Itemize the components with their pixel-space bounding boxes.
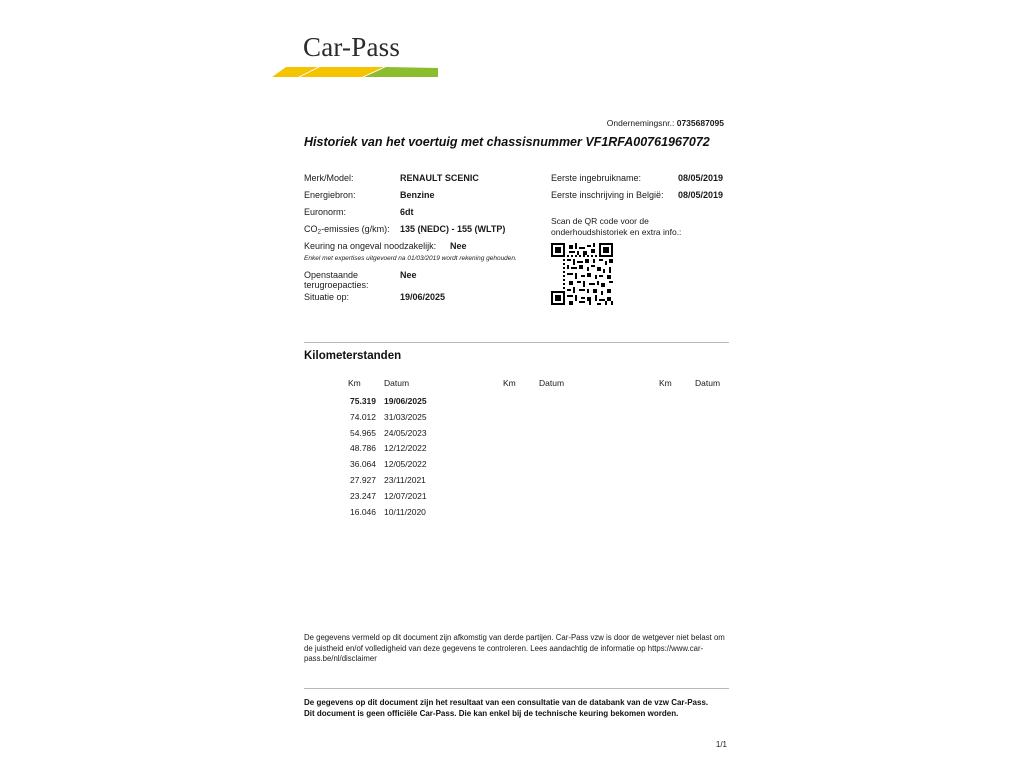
info-label-euronorm: Euronorm: (304, 207, 347, 217)
mileage-date: 23/11/2021 (384, 474, 426, 485)
recall-label-line1: Openstaande (304, 270, 359, 280)
inspection-note: Enkel met expertises uitgevoerd na 01/03/2019 wordt rekening gehouden. (304, 255, 517, 262)
info-row-model (304, 173, 554, 190)
info-row-first-use (551, 173, 781, 190)
info-label-first-reg: Eerste inschrijving in België: (551, 190, 664, 200)
section-divider (304, 342, 729, 343)
legal-notice (304, 697, 729, 719)
qr-instructions (551, 216, 681, 238)
mileage-date: 19/06/2025 (384, 396, 427, 406)
info-label-model: Merk/Model: (304, 173, 354, 183)
info-row-fuel (304, 190, 554, 207)
company-number (607, 118, 724, 128)
mileage-km: 36.064 (350, 459, 376, 470)
column-header-km-1: Km (348, 378, 361, 388)
column-header-datum-3: Datum (695, 378, 721, 388)
situation-value: 19/06/2025 (400, 292, 446, 302)
mileage-date: 10/11/2020 (384, 506, 426, 517)
page-title: Historiek van het voertuig met chassisnummer VF1RFA00761967072 (304, 135, 710, 149)
qr-instructions-line1: Scan de QR code voor de (551, 216, 649, 226)
mileage-date: 12/12/2022 (384, 443, 427, 454)
company-number-value: 0735687095 (676, 118, 724, 128)
page-number: 1/1 (715, 740, 727, 749)
column-header-km-3: Km (659, 378, 672, 388)
recall-value: Nee (400, 270, 417, 280)
mileage-km: 27.927 (350, 474, 376, 485)
qr-code-image (551, 243, 613, 305)
column-header-datum-2: Datum (539, 378, 565, 388)
info-value-first-reg: 08/05/2019 (677, 190, 723, 200)
legal-notice-line2: Dit document is geen officiële Car-Pass. Die kan enkel bij de technische keuring bekomen worden. (304, 709, 679, 718)
mileage-section-title: Kilometerstanden (304, 350, 402, 362)
info-value-co2: 135 (NEDC) - 155 (WLTP) (400, 224, 506, 234)
info-value-model: RENAULT SCENIC (400, 173, 479, 183)
car-pass-logo (272, 32, 452, 80)
footer-divider (304, 688, 729, 689)
qr-code[interactable] (551, 243, 613, 305)
info-label-fuel: Energiebron: (304, 190, 356, 200)
info-value-euronorm: 6dt (400, 207, 414, 217)
column-header-km-2: Km (503, 378, 516, 388)
info-value-fuel: Benzine (400, 190, 435, 200)
info-value-inspection: Nee (450, 241, 467, 251)
logo-swoosh-icon (272, 65, 439, 78)
info-value-first-use: 08/05/2019 (677, 173, 723, 183)
info-label-co2: $CO_2$-emissies (g/km): (304, 224, 390, 236)
mileage-km: 54.965 (350, 427, 376, 438)
legal-notice-line1: De gegevens op dit document zijn het resultaat van een consultatie van de databank van de vzw Car-Pass. (304, 698, 709, 707)
info-row-first-reg (551, 190, 781, 207)
mileage-km: 23.247 (350, 490, 376, 501)
recall-label-line2: terugroepacties: (304, 280, 369, 290)
column-header-datum-1: Datum (384, 378, 410, 388)
mileage-km: 48.786 (350, 443, 376, 454)
mileage-km: 75.319 (350, 396, 376, 406)
mileage-date: 24/05/2023 (384, 427, 427, 438)
info-row-co2 (304, 224, 554, 241)
mileage-date: 12/07/2021 (384, 490, 427, 501)
mileage-km: 74.012 (350, 411, 376, 422)
disclaimer-text: De gegevens vermeld op dit document zijn afkomstig van derde partijen. Car-Pass vzw is door de wetgever niet belast om de juistheid en/of volledigheid van deze gegevens te controleren. Lees aandachtig de informatie op https://www.car-pass.be/nl/disclaimer (304, 633, 725, 663)
company-number-label: Ondernemingsnr.: (606, 118, 677, 128)
logo-wordmark: Car-Pass (303, 32, 401, 62)
mileage-date: 12/05/2022 (384, 459, 427, 470)
info-label-first-use: Eerste ingebruikname: (551, 173, 642, 183)
info-label-inspection: Keuring na ongeval noodzakelijk: (304, 241, 437, 251)
situation-label: Situatie op: (304, 292, 350, 302)
mileage-date: 31/03/2025 (384, 411, 427, 422)
vehicle-info-right (551, 173, 781, 207)
mileage-km: 16.046 (350, 506, 376, 517)
info-row-euronorm (304, 207, 554, 224)
vehicle-info-left (304, 173, 554, 258)
qr-instructions-line2: onderhoudshistoriek en extra info.: (551, 227, 682, 237)
